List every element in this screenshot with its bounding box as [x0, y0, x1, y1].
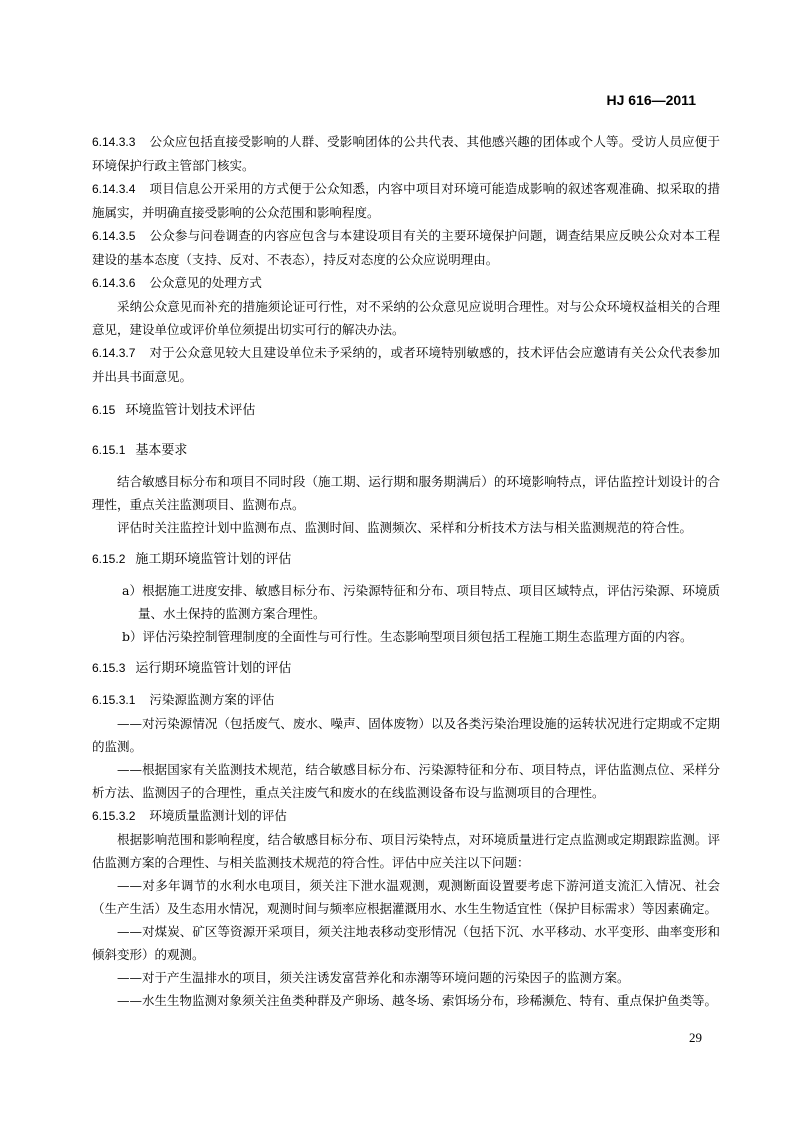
paragraph: 评估时关注监控计划中监测布点、监测时间、监测频次、采样和分析技术方法与相关监测规范的符合性。 [117, 520, 693, 535]
section-number: 6.15.2 [92, 552, 126, 566]
clause-number: 6.15.3.1 [92, 693, 136, 707]
section-title: 基本要求 [135, 442, 188, 457]
section-number: 6.15.3 [92, 661, 126, 675]
clause-6-14-3-4 [92, 177, 720, 224]
section-heading-6-15 [92, 398, 720, 422]
clause-6-14-3-5 [92, 224, 720, 271]
clause-number: 6.14.3.3 [92, 135, 136, 149]
clause-number: 6.14.3.5 [92, 229, 136, 243]
paragraph: 采纳公众意见而补充的措施须论证可行性，对不采纳的公众意见应说明合理性。对与公众环境权益相关的合理意见，建设单位或评价单位须提出切实可行的解决办法。 [92, 299, 720, 337]
clause-text: 公众意见的处理方式 [149, 275, 262, 290]
page-number: 29 [689, 1030, 702, 1045]
dash-item: ——对污染源情况（包括废气、废水、噪声、固体废物）以及各类污染治理设施的运转状况进行定期或不定期的监测。 [92, 716, 720, 754]
dash-item: ——水生生物监测对象须关注鱼类种群及产卵场、越冬场、索饵场分布，珍稀濒危、特有、重点保护鱼类等。 [117, 993, 718, 1008]
section-title: 运行期环境监管计划的评估 [135, 660, 292, 675]
clause-text: 对于公众意见较大且建设单位未予采纳的，或者环境特别敏感的，技术评估会应邀请有关公众代表参加并出具书面意见。 [92, 345, 720, 384]
standard-code-header: HJ 616—2011 [606, 92, 696, 108]
section-heading-6-15-3 [92, 656, 720, 680]
clause-text: 项目信息公开采用的方式便于公众知悉，内容中项目对环境可能造成影响的叙述客观准确、拟采取的措施属实，并明确直接受影响的公众范围和影响程度。 [92, 181, 720, 220]
section-title: 环境监管计划技术评估 [125, 402, 256, 417]
dash-item: ——对多年调节的水利水电项目，须关注下泄水温观测，观测断面设置要考虑下游河道支流汇入情况、社会（生产生活）及生态用水情况，观测时间与频率应根据灌溉用水、水生生物适宜性（保护目标需求）等因素确定。 [92, 878, 720, 916]
list-item-b: b）评估污染控制管理制度的全面性与可行性。生态影响型项目须包括工程施工期生态监理方面的内容。 [122, 629, 693, 644]
section-number: 6.15 [92, 403, 116, 417]
paragraph: 根据影响范围和影响程度，结合敏感目标分布、项目污染特点，对环境质量进行定点监测或定期跟踪监测。评估监测方案的合理性、与相关监测技术规范的符合性。评估中应关注以下问题： [92, 832, 720, 870]
clause-text: 公众参与问卷调查的内容应包含与本建设项目有关的主要环境保护问题，调查结果应反映公众对本工程建设的基本态度（支持、反对、不表态），持反对态度的公众应说明理由。 [92, 228, 720, 267]
clause-number: 6.15.3.2 [92, 809, 136, 823]
section-number: 6.15.1 [92, 443, 126, 457]
section-title: 施工期环境监管计划的评估 [135, 551, 292, 566]
dash-item: ——对煤炭、矿区等资源开采项目，须关注地表移动变形情况（包括下沉、水平移动、水平变形、曲率变形和倾斜变形）的观测。 [92, 924, 720, 962]
paragraph: 结合敏感目标分布和项目不同时段（施工期、运行期和服务期满后）的环境影响特点，评估监控计划设计的合理性，重点关注监测项目、监测布点。 [92, 474, 720, 512]
clause-text: 污染源监测方案的评估 [149, 692, 275, 707]
clause-6-15-3-1 [92, 688, 720, 712]
list-item-a: a）根据施工进度安排、敏感目标分布、污染源特征和分布、项目特点、项目区域特点，评估污染源、环境质量、水土保持的监测方案合理性。 [122, 583, 720, 621]
clause-number: 6.14.3.4 [92, 182, 136, 196]
clause-6-15-3-2 [92, 804, 720, 828]
document-body [92, 130, 720, 1012]
clause-6-14-3-3 [92, 130, 720, 177]
section-heading-6-15-2 [92, 547, 720, 571]
clause-text: 公众应包括直接受影响的人群、受影响团体的公共代表、其他感兴趣的团体或个人等。受访人员应便于环境保护行政主管部门核实。 [92, 134, 720, 173]
clause-6-14-3-6 [92, 271, 720, 295]
dash-item: ——根据国家有关监测技术规范，结合敏感目标分布、污染源特征和分布、项目特点，评估监测点位、采样分析方法、监测因子的合理性，重点关注废气和废水的在线监测设备布设与监测项目的合理性。 [92, 762, 720, 800]
clause-number: 6.14.3.6 [92, 276, 136, 290]
section-heading-6-15-1 [92, 438, 720, 462]
clause-text: 环境质量监测计划的评估 [149, 808, 287, 823]
clause-6-14-3-7 [92, 341, 720, 388]
dash-item: ——对于产生温排水的项目，须关注诱发富营养化和赤潮等环境问题的污染因子的监测方案。 [117, 970, 630, 985]
clause-number: 6.14.3.7 [92, 346, 136, 360]
